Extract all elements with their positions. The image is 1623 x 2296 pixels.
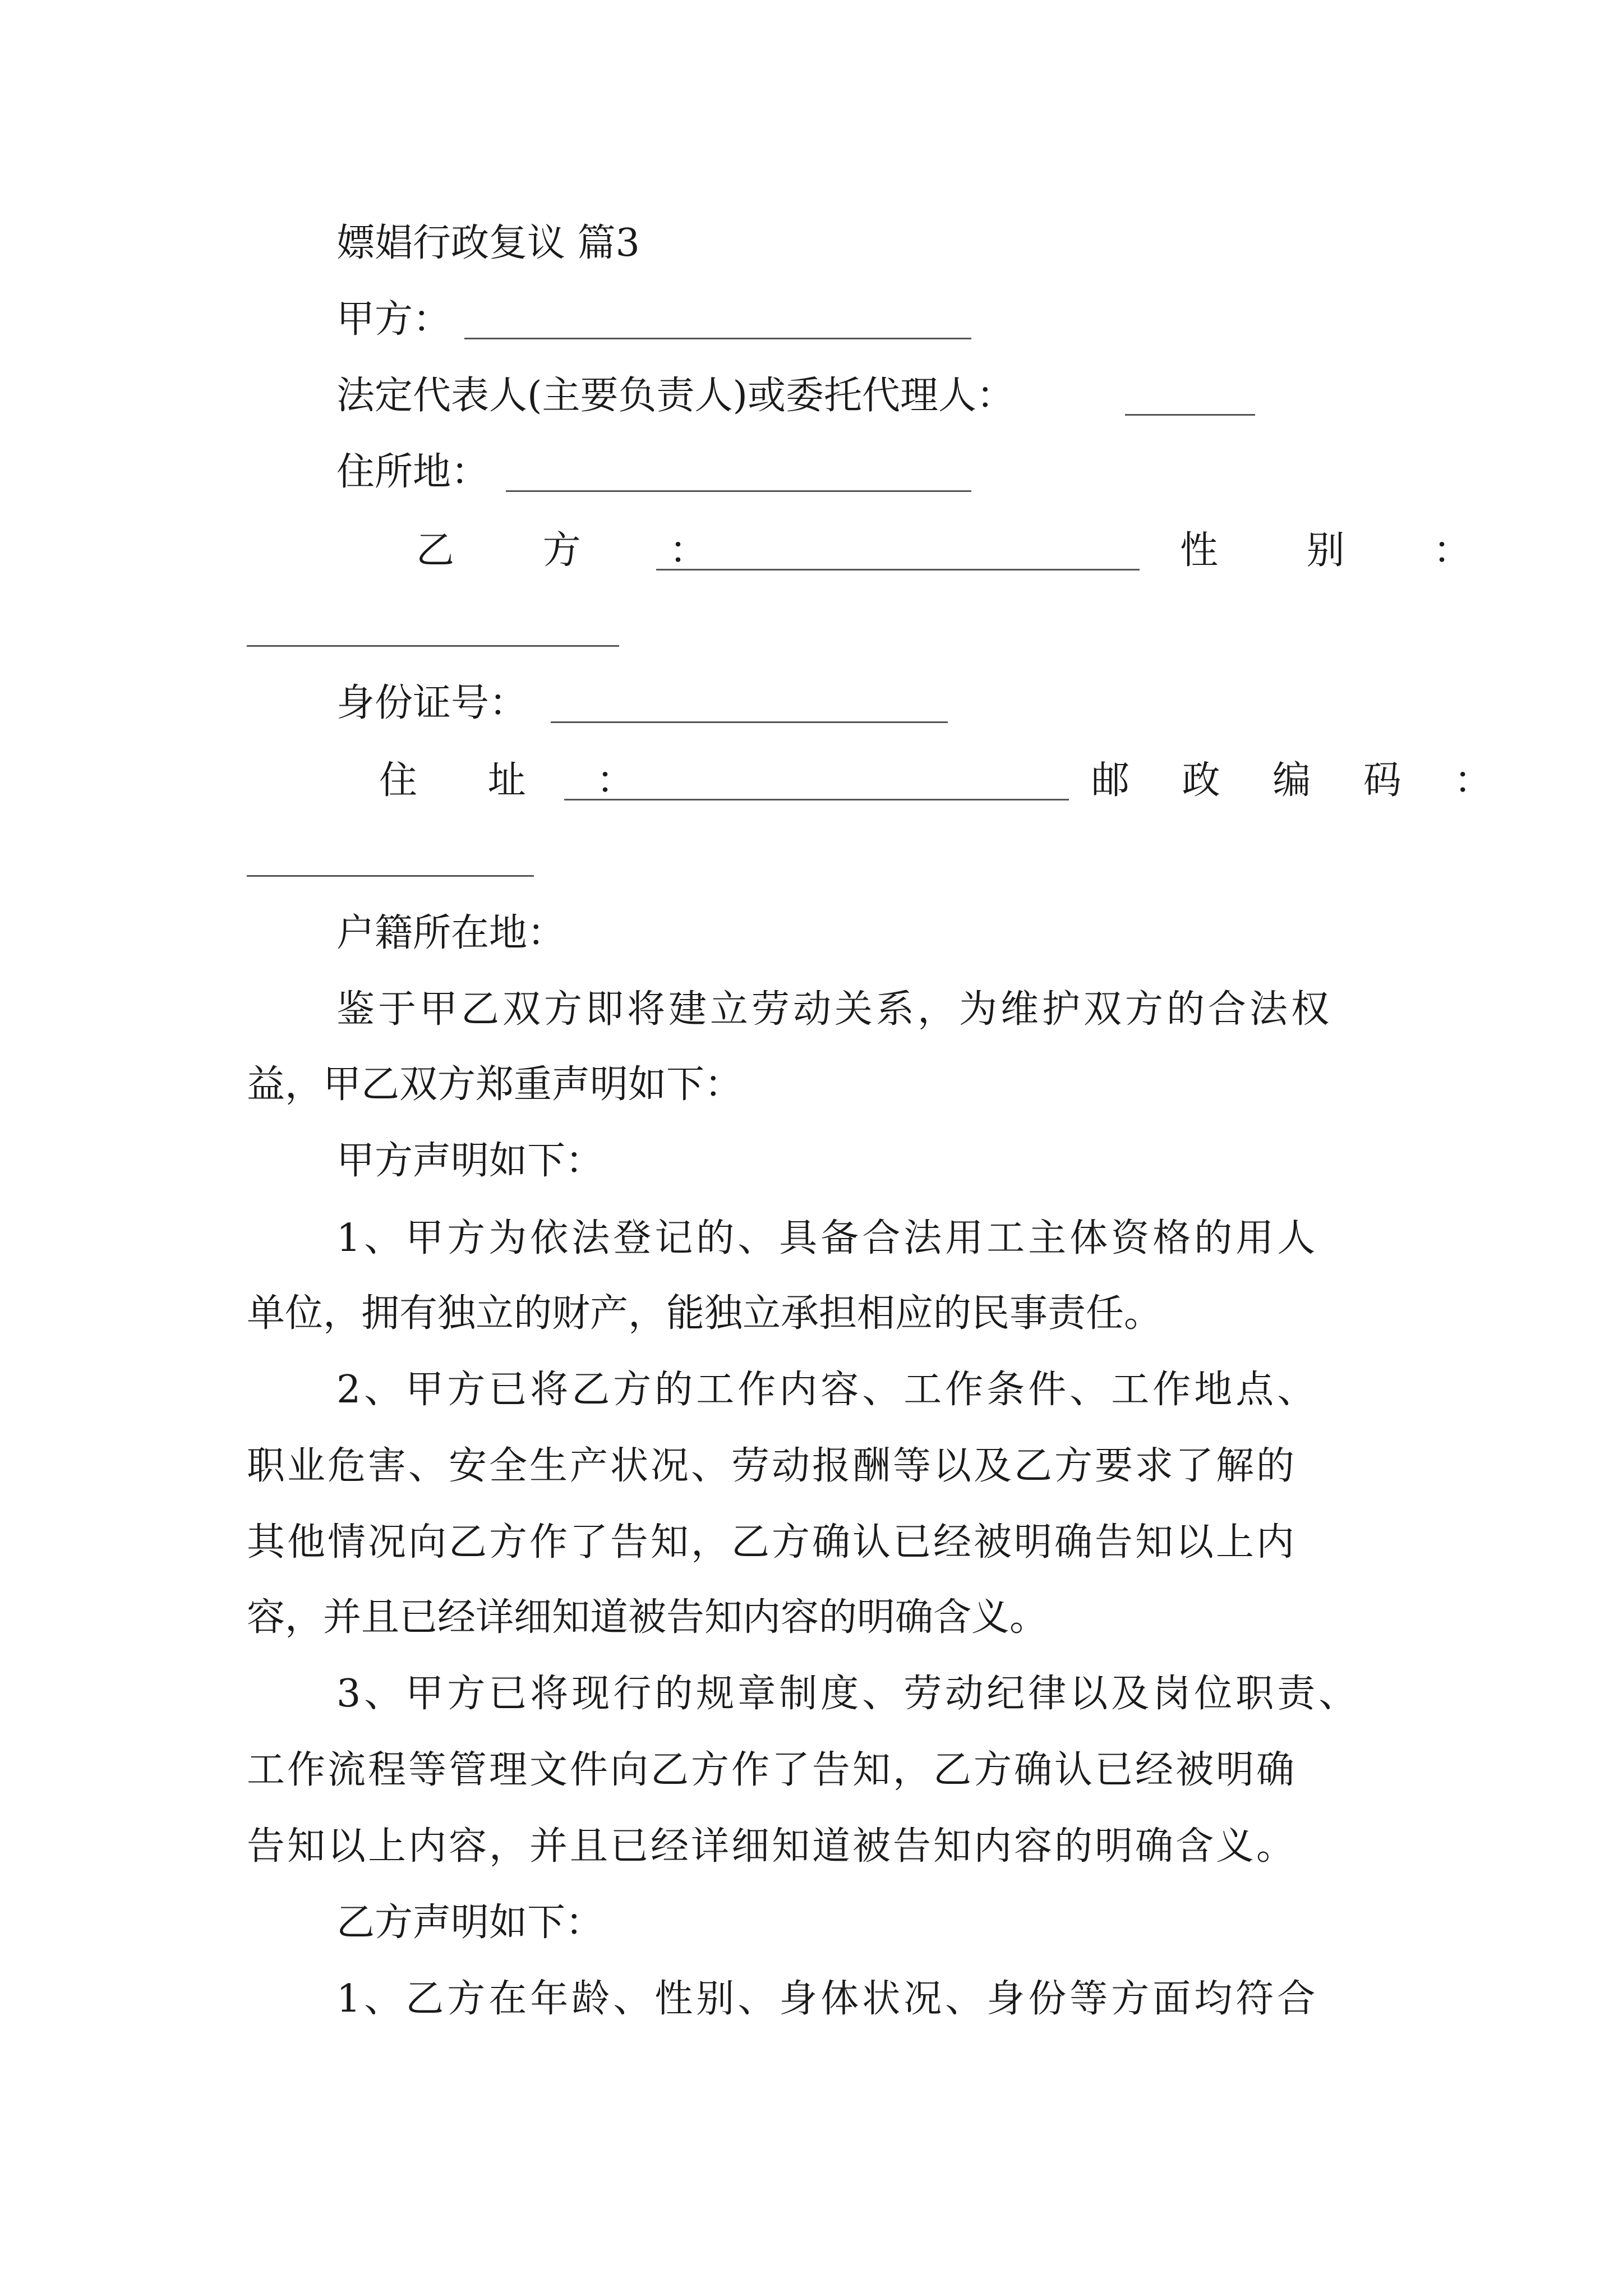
party-a-item-2-line-4: 容，并且已经详细知道被告知内容的明确含义。 [247, 1595, 1048, 1640]
id-number-label: 身份证号： [336, 681, 528, 725]
residence-blank [564, 799, 1069, 800]
gender-blank [247, 645, 619, 647]
legal-rep-label: 法定代表人(主要负责人)或委托代理人： [336, 374, 1015, 418]
postal-code-blank [247, 875, 534, 877]
party-a-item-1-line-2: 单位，拥有独立的财产，能独立承担相应的民事责任。 [247, 1291, 1163, 1336]
id-number-blank [551, 721, 948, 723]
party-a-item-1-line-1: 1、甲方为依法登记的、具备合法用工主体资格的用人 [336, 1216, 1319, 1260]
address-blank [506, 490, 971, 492]
postal-code-label: 邮 政 编 码 ： [1091, 758, 1513, 803]
party-a-item-3-line-3: 告知以上内容，并且已经详细知道被告知内容的明确含义。 [247, 1824, 1297, 1869]
household-label: 户籍所在地： [336, 911, 566, 955]
document-title: 嫖娼行政复议 篇3 [336, 221, 640, 265]
party-a-item-2-line-3: 其他情况向乙方作了告知，乙方确认已经被明确告知以上内 [247, 1520, 1297, 1565]
party-b-blank [656, 569, 1140, 570]
party-a-item-2-line-1: 2、甲方已将乙方的工作内容、工作条件、工作地点、 [336, 1368, 1319, 1412]
party-b-label: 乙 方 ： [416, 528, 746, 573]
party-a-item-3-line-2: 工作流程等管理文件向乙方作了告知，乙方确认已经被明确 [247, 1748, 1297, 1792]
intro-line-2: 益，甲乙双方郑重声明如下： [247, 1062, 743, 1107]
party-b-statement-heading: 乙方声明如下： [336, 1901, 604, 1945]
party-a-label: 甲方： [336, 297, 451, 342]
party-a-item-2-line-2: 职业危害、安全生产状况、劳动报酬等以及乙方要求了解的 [247, 1444, 1297, 1488]
legal-rep-blank [1125, 414, 1255, 416]
gender-label: 性 别 ： [1180, 528, 1510, 573]
party-a-blank [464, 338, 971, 339]
residence-label: 住 址 ： [379, 758, 664, 803]
party-b-item-1-line-1: 1、乙方在年龄、性别、身体状况、身份等方面均符合 [336, 1977, 1319, 2021]
party-a-item-3-line-1: 3、甲方已将现行的规章制度、劳动纪律以及岗位职责、 [336, 1672, 1361, 1716]
address-label: 住所地： [336, 450, 490, 494]
intro-line-1: 鉴于甲乙双方即将建立劳动关系，为维护双方的合法权 [336, 987, 1333, 1032]
party-a-statement-heading: 甲方声明如下： [336, 1139, 604, 1183]
